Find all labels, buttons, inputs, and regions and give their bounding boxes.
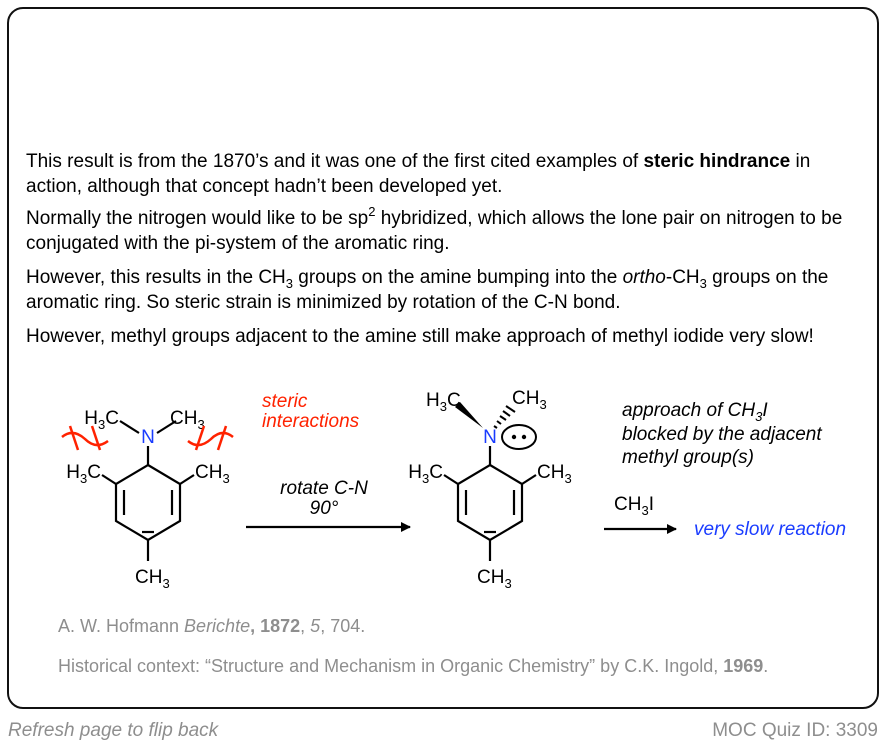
- left-benzene-ring: [116, 465, 180, 540]
- steric-label-line2: interactions: [262, 411, 360, 432]
- left-methyl-n1-label: $H_3C$: [84, 408, 119, 432]
- result-label: very slow reaction: [694, 519, 847, 540]
- quiz-id: MOC Quiz ID: 3309: [712, 720, 878, 741]
- rotation-label-line1: rotate C-N: [280, 478, 368, 499]
- left-methyl-n2-label: $CH_3$: [170, 408, 205, 432]
- left-methyl-para-label: $CH_3$: [135, 567, 170, 591]
- methylation-arrow: [604, 494, 676, 529]
- left-nitrogen-label: N: [141, 427, 155, 448]
- reference-hofmann: A. W. Hofmann Berichte, 1872, 5, 704.: [58, 616, 366, 636]
- steric-clash-right: [188, 426, 233, 450]
- right-molecule: [408, 388, 571, 591]
- rotation-arrow: [246, 478, 410, 527]
- paragraph-hybridization: Normally the nitrogen would like to be $sp^2$ hybridized, which allows the lone pair on nitrogen to be conjugated with the pi-system of the aromatic ring.: [26, 204, 843, 254]
- left-methyl-ring-left-label: $H_3C$: [66, 462, 101, 486]
- reagent-label: $CH_3I$: [614, 494, 654, 518]
- hash-bond: [494, 406, 515, 428]
- reference-ingold: Historical context: “Structure and Mechanism in Organic Chemistry” by C.K. Ingold, 1969.: [58, 656, 769, 676]
- steric-label-line1: steric: [262, 391, 308, 412]
- right-benzene-ring: [458, 465, 522, 540]
- note-line2: blocked by the adjacent: [622, 424, 822, 445]
- right-methyl-n1-label: $H_3C$: [426, 390, 461, 414]
- paragraph-rotation: However, this results in the $CH_3$ groups on the amine bumping into the ortho-$CH_3$ groups on the aromatic ring. So steric strain is minimized by rotation of the C-N bond.: [26, 267, 829, 313]
- right-methyl-ring-right-label: $CH_3$: [537, 462, 572, 486]
- rotation-label-line2: 90°: [309, 498, 339, 519]
- note-line1: approach of $CH_3I$: [622, 400, 768, 424]
- note-line3: methyl group(s): [622, 447, 754, 468]
- left-molecule: [62, 408, 233, 591]
- right-methyl-ring-left-label: $H_3C$: [408, 462, 443, 486]
- paragraph-history: This result is from the 1870’s and it was one of the first cited examples of steric hindrance in action, although that concept hadn’t been developed yet.: [26, 151, 811, 197]
- paragraph-slow: However, methyl groups adjacent to the amine still make approach of methyl iodide very slow!: [26, 326, 814, 347]
- left-methyl-ring-right-label: $CH_3$: [195, 462, 230, 486]
- lone-pair-orbital: [502, 425, 536, 449]
- right-methyl-para-label: $CH_3$: [477, 567, 512, 591]
- right-methyl-n2-label: $CH_3$: [512, 388, 547, 412]
- right-nitrogen-label: N: [483, 427, 497, 448]
- refresh-hint: Refresh page to flip back: [8, 720, 219, 741]
